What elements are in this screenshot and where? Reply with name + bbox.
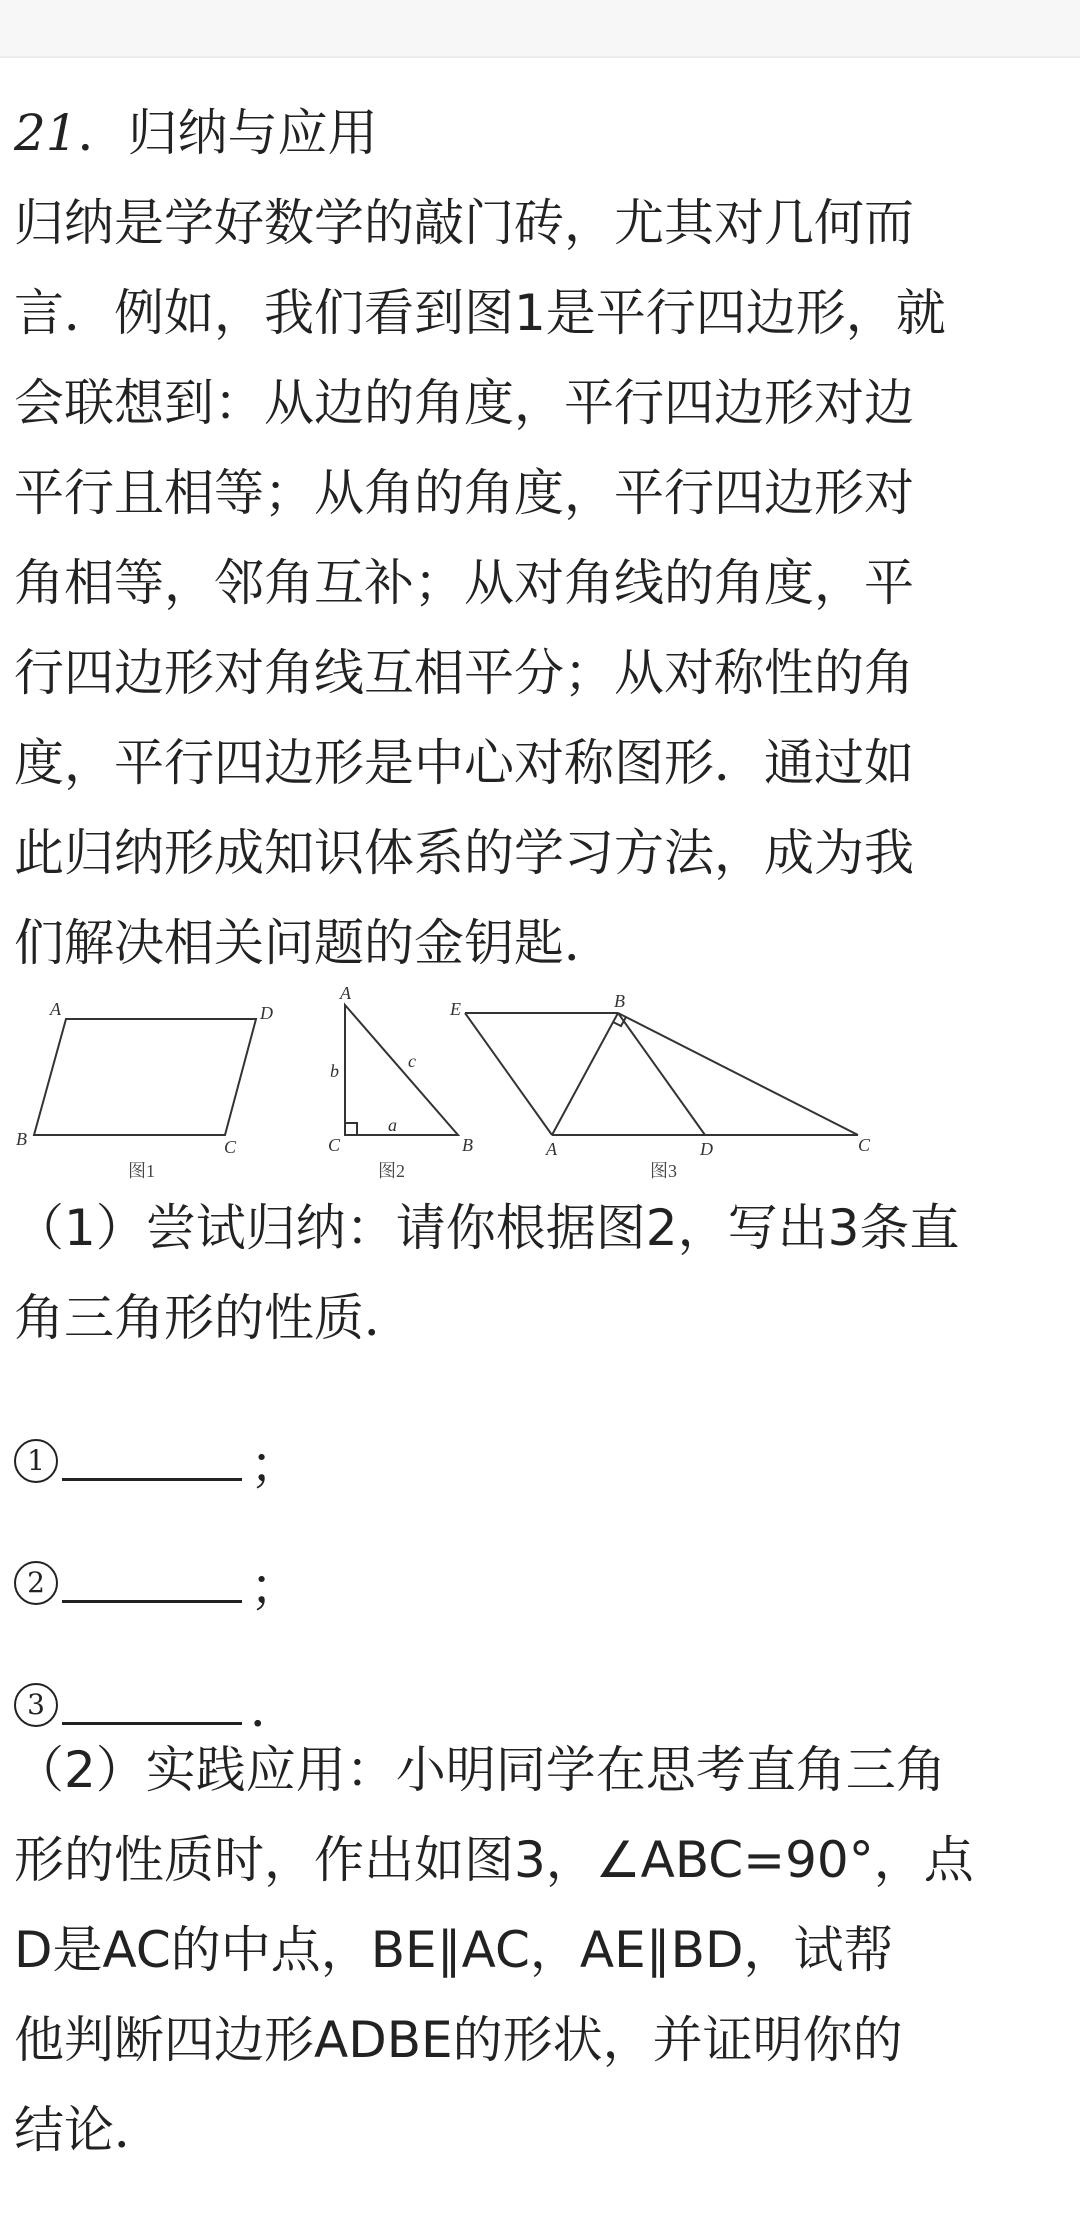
fig2-label-a: a [388,1115,397,1135]
fig1-label-C: C [224,1137,237,1157]
intro-line: 此归纳形成知识体系的学习方法，成为我 [14,824,914,882]
fig3-segment-EA [465,1013,552,1135]
top-bar [0,0,1080,58]
fig2-label-C: C [328,1135,341,1155]
geometry-figures [0,975,1080,1195]
answer-row-2 [14,1522,1064,1644]
answer-blank-1[interactable] [62,1442,242,1481]
fig3-caption: 图3 [650,1161,677,1181]
part2-line: 他判断四边形ADBE的形状，并证明你的 [14,2011,903,2069]
part1-answers [14,1400,1064,1766]
part2-line: D是AC的中点，BE∥AC，AE∥BD，试帮 [14,1921,894,1979]
answer-end: ； [250,1436,300,1494]
fig3-label-A: A [546,1139,557,1159]
fig3-segment-BC [618,1013,858,1135]
answer-marker: 1 [14,1439,58,1483]
fig3-label-B: B [614,991,625,1011]
intro-line: 归纳是学好数学的敲门砖，尤其对几何而 [14,194,914,252]
answer-blank-3[interactable] [62,1686,242,1725]
intro-line: 们解决相关问题的金钥匙． [14,914,614,972]
question-heading [14,88,1064,178]
intro-line: 度，平行四边形是中心对称图形．通过如 [14,734,914,792]
intro-line: 角相等，邻角互补；从对角线的角度，平 [14,554,914,612]
part2-line: （2）实践应用：小明同学在思考直角三角 [14,1741,946,1799]
fig2-caption: 图2 [378,1161,405,1181]
answer-end: ． [250,1680,300,1738]
answer-row-1 [14,1400,1064,1522]
fig2-right-triangle [345,1005,458,1135]
intro-line: 会联想到：从边的角度，平行四边形对边 [14,374,914,432]
part1-prompt [14,1183,1064,1363]
fig1-caption: 图1 [128,1161,155,1181]
fig2-label-c: c [408,1051,416,1071]
part2-line: 结论． [14,2101,164,2159]
question-text [14,88,1064,988]
fig2-label-A: A [340,983,351,1003]
fig1-label-D: D [260,1003,273,1023]
part1-line: 角三角形的性质． [14,1289,414,1347]
fig1-label-B: B [16,1129,27,1149]
fig2-right-angle-mark [345,1123,357,1135]
answer-end: ； [250,1558,300,1616]
figures-row [0,975,1080,1195]
part2-line: 形的性质时，作出如图3，∠ABC=90°，点 [14,1831,974,1889]
part1-line: （1）尝试归纳：请你根据图2，写出3条直 [14,1199,960,1257]
intro-line: 行四边形对角线互相平分；从对称性的角 [14,644,914,702]
fig1-label-A: A [50,999,61,1019]
fig2-label-B: B [462,1135,473,1155]
fig3-label-E: E [450,999,461,1019]
intro-line: 言．例如，我们看到图1是平行四边形，就 [14,284,946,342]
fig2-label-b: b [330,1061,339,1081]
question-title: ．归纳与应用 [77,104,378,162]
answer-marker: 2 [14,1561,58,1605]
answer-blank-2[interactable] [62,1564,242,1603]
fig1-parallelogram [34,1019,256,1135]
part2-prompt [14,1725,1064,2175]
intro-line: 平行且相等；从角的角度，平行四边形对 [14,464,914,522]
answer-marker: 3 [14,1683,58,1727]
fig3-label-D: D [700,1139,713,1159]
fig3-segment-BD [618,1013,705,1135]
question-number: 21 [14,104,78,162]
fig3-segment-BA [552,1013,618,1135]
fig3-label-C: C [858,1135,871,1155]
